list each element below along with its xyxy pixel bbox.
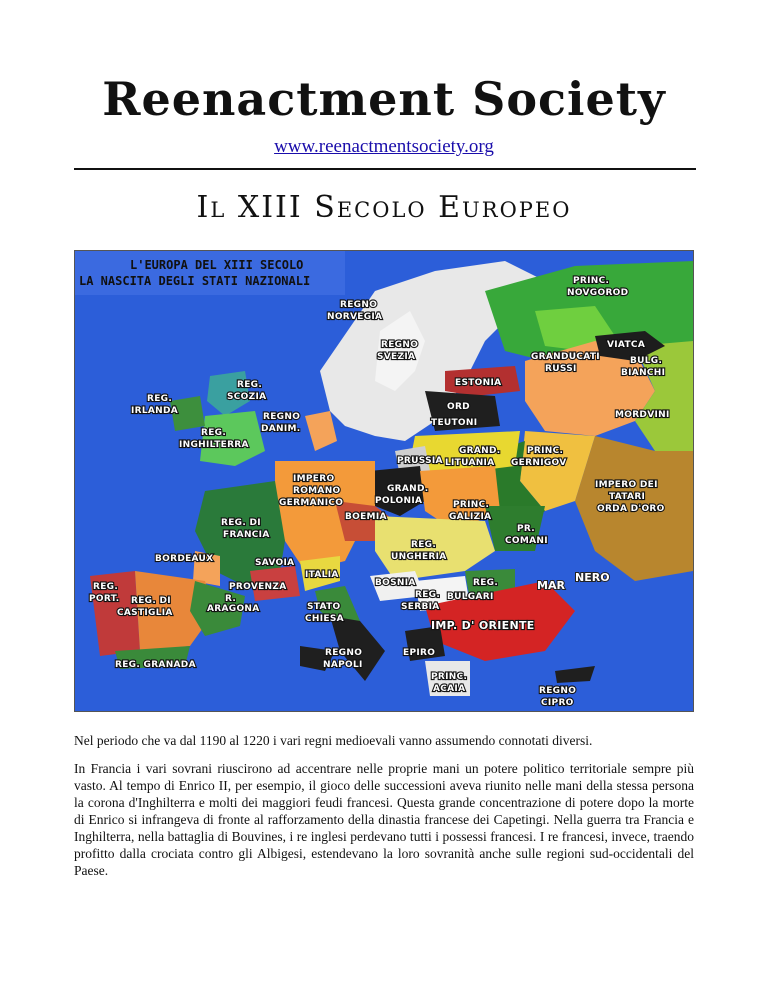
label-galizia-2: GALIZIA xyxy=(449,512,492,522)
label-napoli-1: REGNO xyxy=(325,648,363,658)
label-inghilterra-2: INGHILTERRA xyxy=(179,440,249,450)
label-acaia-2: ACAIA xyxy=(433,684,466,694)
label-epiro: EPIRO xyxy=(403,648,436,658)
label-chiesa-1: STATO xyxy=(307,602,341,612)
label-scozia-2: SCOZIA xyxy=(227,392,267,402)
paragraph-1: Nel periodo che va dal 1190 al 1220 i vari regni medioevali vanno assumendo connotati diversi. xyxy=(74,733,593,748)
label-viatca: VIATCA xyxy=(607,340,646,350)
label-napoli-2: NAPOLI xyxy=(323,660,363,670)
label-russi-1: GRANDUCATI xyxy=(531,352,600,362)
label-portogallo-1: REG. xyxy=(93,582,119,592)
label-comani-1: PR. xyxy=(517,524,536,534)
label-bulg-2: BIANCHI xyxy=(621,368,666,378)
label-danim-2: DANIM. xyxy=(261,424,301,434)
label-provenza: PROVENZA xyxy=(229,582,287,592)
site-url-link[interactable]: www.reenactmentsociety.org xyxy=(274,136,494,157)
label-francia-1: REG. DI xyxy=(221,518,261,528)
label-norvegia-1: REGNO xyxy=(340,300,378,310)
label-cipro-1: REGNO xyxy=(539,686,577,696)
label-inghilterra-1: REG. xyxy=(201,428,227,438)
label-prussia: PRUSSIA xyxy=(397,456,443,466)
label-serbia-2: SERBIA xyxy=(401,602,440,612)
label-danim-1: REGNO xyxy=(263,412,301,422)
label-impero-1: IMPERO xyxy=(293,474,335,484)
label-bulgari-2: BULGARI xyxy=(447,592,494,602)
label-mar-nero-1: MAR xyxy=(537,579,565,592)
label-tatari-3: ORDA D'ORO xyxy=(597,504,665,514)
label-bulg-1: BULG. xyxy=(630,356,663,366)
label-mordvini: MORDVINI xyxy=(615,410,670,420)
label-lituania-2: LITUANIA xyxy=(445,458,495,468)
label-bordeaux: BORDEAUX xyxy=(155,554,214,564)
label-granada: REG. GRANADA xyxy=(115,660,196,670)
label-francia-2: FRANCIA xyxy=(223,530,270,540)
label-italia: ITALIA xyxy=(305,570,339,580)
label-norvegia-2: NORVEGIA xyxy=(327,312,383,322)
label-castiglia-1: REG. DI xyxy=(131,596,171,606)
label-mar-nero-2: NERO xyxy=(575,571,610,584)
label-impero-2: ROMANO xyxy=(293,486,341,496)
label-ord-1: ORD xyxy=(447,402,470,412)
label-bulgari-1: REG. xyxy=(473,578,499,588)
label-russi-2: RUSSI xyxy=(545,364,577,374)
label-galizia-1: PRINC. xyxy=(453,500,490,510)
label-boemia: BOEMIA xyxy=(345,512,387,522)
label-tatari-2: TATARI xyxy=(609,492,646,502)
label-castiglia-2: CASTIGLIA xyxy=(117,608,173,618)
label-svezia-2: SVEZIA xyxy=(377,352,416,362)
map-title-line1: L'EUROPA DEL XIII SECOLO xyxy=(130,258,304,272)
label-estonia: ESTONIA xyxy=(455,378,502,388)
label-bosnia: BOSNIA xyxy=(375,578,416,588)
site-title: Reenactment Society xyxy=(102,72,666,126)
label-polonia-2: POLONIA xyxy=(375,496,423,506)
label-polonia-1: GRAND. xyxy=(387,484,429,494)
paragraph-2: In Francia i vari sovrani riuscirono ad accentrare nelle proprie mani un potere politico territoriale sempre più vasto. Al tempo di Enrico II, per esempio, il gioco delle successioni aveva riunito nelle mani della stessa persona la corona d'Inghilterra e molti dei maggiori feudi francesi. Questa grande concentrazione di potere dopo la morte di Enrico si infrangeva di fronte al rafforzamento della dinastia francese dei Capetingi. Nella guerra tra Francia e Inghilterra, nella battaglia di Bouvines, i re inglesi perdevano tutti i possessi francesi. I re francesi, invece, traendo profitto dalla crociata contro gli Albigesi, estendevano la loro sovranità anche sulle regioni sud-occidentali del Paese. xyxy=(74,761,694,878)
map-title-line2: LA NASCITA DEGLI STATI NAZIONALI xyxy=(79,274,311,288)
label-impero-3: GERMANICO xyxy=(279,498,344,508)
section-title: Il XIII Secolo Europeo xyxy=(196,190,572,225)
label-ungheria-2: UNGHERIA xyxy=(391,552,447,562)
label-ord-2: TEUTONI xyxy=(431,418,478,428)
label-portogallo-2: PORT. xyxy=(89,594,120,604)
label-oriente: IMP. D' ORIENTE xyxy=(431,619,535,632)
label-lituania-1: GRAND. xyxy=(459,446,501,456)
label-gernigov-2: GERNIGOV xyxy=(511,458,567,468)
label-svezia-1: REGNO xyxy=(381,340,419,350)
label-ungheria-1: REG. xyxy=(411,540,437,550)
label-tatari-1: IMPERO DEI xyxy=(595,480,658,490)
label-novgorod-2: NOVGOROD xyxy=(567,288,629,298)
label-irlanda-1: REG. xyxy=(147,394,173,404)
label-savoia: SAVOIA xyxy=(255,558,295,568)
label-cipro-2: CIPRO xyxy=(541,698,574,708)
map-graphic xyxy=(75,251,693,711)
article-body xyxy=(74,732,694,890)
label-gernigov-1: PRINC. xyxy=(527,446,564,456)
label-novgorod-1: PRINC. xyxy=(573,276,610,286)
label-chiesa-2: CHIESA xyxy=(305,614,344,624)
label-scozia-1: REG. xyxy=(237,380,263,390)
label-aragona-2: ARAGONA xyxy=(207,604,260,614)
label-aragona-1: R. xyxy=(225,594,237,604)
label-acaia-1: PRINC. xyxy=(431,672,468,682)
label-irlanda-2: IRLANDA xyxy=(131,406,179,416)
label-comani-2: COMANI xyxy=(505,536,548,546)
historical-map xyxy=(74,250,694,712)
label-serbia-1: REG. xyxy=(415,590,441,600)
header-divider xyxy=(74,168,696,170)
